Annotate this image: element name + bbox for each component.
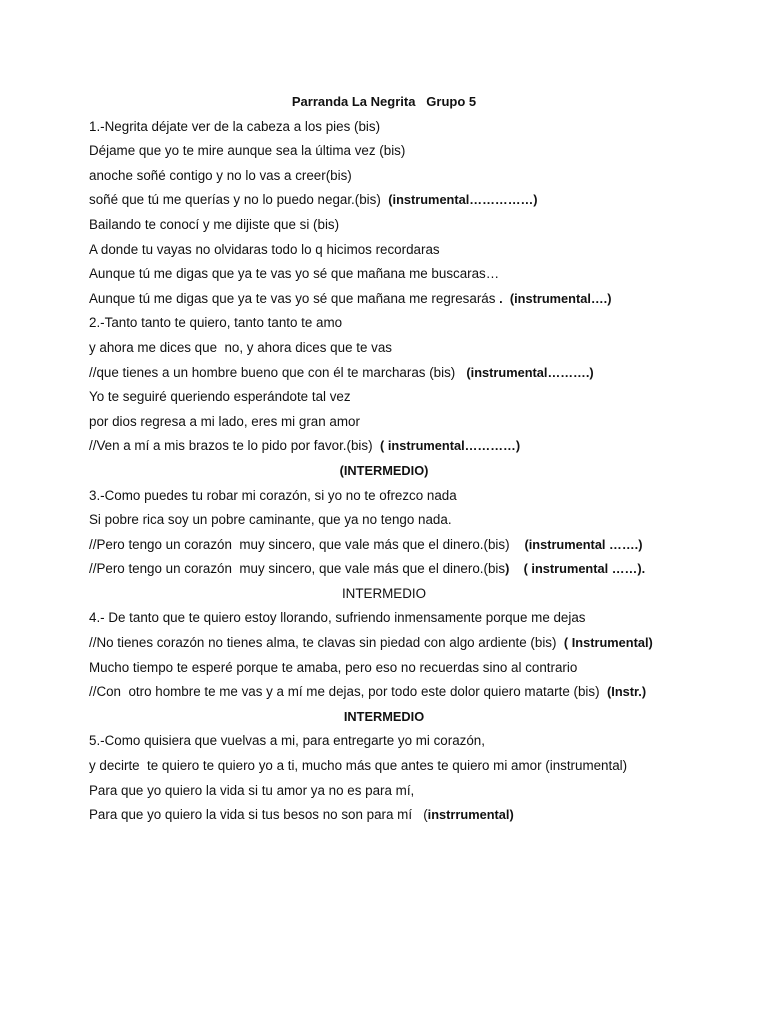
lyric-text: //No tienes corazón no tienes alma, te clavas sin piedad con algo ardiente (bis) — [89, 635, 564, 651]
lyric-text: Para que yo quiero la vida si tus besos no son para mí ( — [89, 807, 428, 823]
lyric-text: A donde tu vayas no olvidaras todo lo q hicimos recordaras — [89, 241, 440, 257]
lyric-text: y ahora me dices que no, y ahora dices que te vas — [89, 339, 392, 355]
lyric-line — [89, 434, 729, 459]
lyric-line — [89, 336, 729, 361]
instrumental-note: (Instr.) — [607, 684, 647, 700]
section-heading — [0, 582, 768, 607]
lyric-line — [89, 139, 729, 164]
lyric-line — [89, 213, 729, 238]
lyric-text: //Pero tengo un corazón muy sincero, que vale más que el dinero.(bis — [89, 561, 506, 577]
lyric-text: //Con otro hombre te me vas y a mí me dejas, por todo este dolor quiero matarte (bis) — [89, 684, 608, 700]
lyric-text: Déjame que yo te mire aunque sea la última vez (bis) — [89, 143, 406, 159]
section-heading — [0, 459, 768, 484]
lyric-text: //que tienes a un hombre bueno que con él te marcharas (bis) — [89, 364, 467, 380]
lyric-line — [89, 754, 729, 779]
lyric-line — [89, 484, 729, 509]
instrumental-note: ( Instrumental) — [563, 635, 653, 651]
lyric-text: por dios regresa a mi lado, eres mi gran amor — [89, 413, 360, 429]
lyric-text: Aunque tú me digas que ya te vas yo sé que mañana me regresarás — [89, 290, 500, 306]
lyric-line — [89, 779, 729, 804]
lyric-line — [89, 508, 729, 533]
lyric-line — [89, 361, 729, 386]
lyric-line — [89, 533, 729, 558]
lyric-text: Si pobre rica soy un pobre caminante, que ya no tengo nada. — [89, 512, 452, 528]
lyric-text: 1.-Negrita déjate ver de la cabeza a los pies (bis) — [89, 118, 381, 134]
instrumental-note: (instrumental……………) — [388, 192, 538, 208]
lyric-text: Yo te seguiré queriendo esperándote tal vez — [89, 389, 351, 405]
section-heading-text: (INTERMEDIO) — [339, 462, 429, 478]
lyric-line — [89, 188, 729, 213]
instrumental-note: ) ( instrumental ……). — [505, 561, 646, 577]
lyric-line — [89, 238, 729, 263]
lyric-text: 2.-Tanto tanto te quiero, tanto tanto te amo — [89, 315, 343, 331]
lyric-text: 5.-Como quisiera que vuelvas a mi, para entregarte yo mi corazón, — [89, 733, 485, 749]
lyric-line — [89, 656, 729, 681]
lyric-text: y decirte te quiero te quiero yo a ti, mucho más que antes te quiero mi amor (instrumental) — [89, 758, 628, 774]
lyric-line — [89, 680, 729, 705]
lyric-line — [89, 311, 729, 336]
document-title: Parranda La Negrita Grupo 5 — [291, 94, 477, 109]
lyric-text: Bailando te conocí y me dijiste que si (bis) — [89, 216, 340, 232]
lyric-text: //Ven a mí a mis brazos te lo pido por favor.(bis) — [89, 438, 381, 454]
lyric-line — [89, 803, 729, 828]
lyric-line — [89, 385, 729, 410]
lyric-text: Mucho tiempo te esperé porque te amaba, pero eso no recuerdas sino al contrario — [89, 659, 578, 675]
instrumental-note: (instrumental……….) — [466, 364, 594, 380]
instrumental-note: (instrumental …….) — [524, 536, 643, 552]
lyric-text: Para que yo quiero la vida si tu amor ya no es para mí, — [89, 782, 415, 798]
lyric-text: soñé que tú me querías y no lo puedo negar.(bis) — [89, 192, 389, 208]
section-heading — [0, 705, 768, 730]
lyric-line — [89, 557, 729, 582]
instrumental-note: . (instrumental….) — [499, 290, 612, 306]
lyric-text: INTERMEDIO — [341, 585, 427, 601]
lyric-text: anoche soñé contigo y no lo vas a creer(bis) — [89, 167, 352, 183]
instrumental-note: instrrumental) — [427, 807, 514, 823]
lyric-text: 4.- De tanto que te quiero estoy llorando, sufriendo inmensamente porque me dejas — [89, 610, 586, 626]
lyric-line — [89, 164, 729, 189]
lyric-text: Aunque tú me digas que ya te vas yo sé que mañana me buscaras… — [89, 266, 500, 282]
lyric-line — [89, 287, 729, 312]
lyric-line — [89, 729, 729, 754]
lyrics-body — [89, 115, 729, 828]
lyric-text: //Pero tengo un corazón muy sincero, que vale más que el dinero.(bis) — [89, 536, 525, 552]
lyric-line — [89, 410, 729, 435]
song-lyrics-document — [89, 90, 729, 828]
section-heading-text: INTERMEDIO — [343, 708, 425, 724]
lyric-line — [89, 115, 729, 140]
instrumental-note: ( instrumental…………) — [380, 438, 521, 454]
lyric-line — [89, 606, 729, 631]
lyric-line — [89, 262, 729, 287]
lyric-text: 3.-Como puedes tu robar mi corazón, si yo no te ofrezco nada — [89, 487, 457, 503]
lyric-line — [89, 631, 729, 656]
